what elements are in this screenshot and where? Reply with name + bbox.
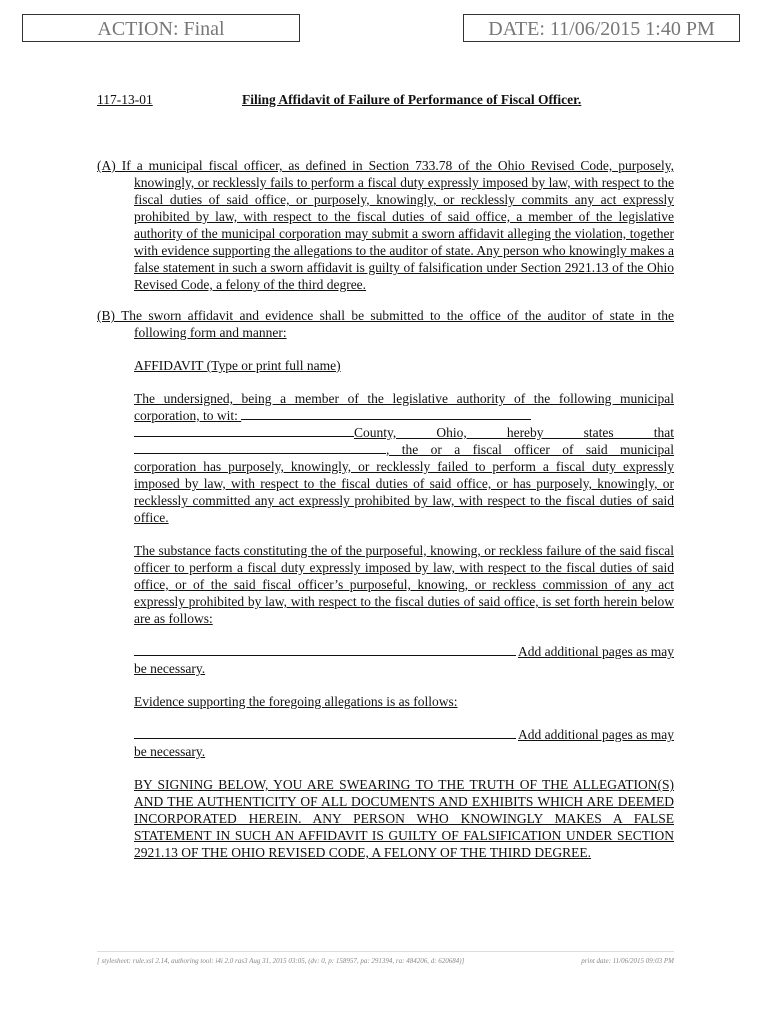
action-status-box <box>22 14 300 42</box>
page-footer <box>97 957 674 965</box>
rule-body <box>97 157 674 861</box>
affidavit-heading: AFFIDAVIT (Type or print full name) <box>134 358 341 373</box>
undersigned-statement <box>97 390 674 526</box>
sworn-warning: BY SIGNING BELOW, YOU ARE SWEARING TO THE TRUTH OF THE ALLEGATION(S) AND THE AUTHENTICITY OF ALL DOCUMENTS AND EXHIBITS WHICH ARE DEEMED INCORPORATED HEREIN. ANY PERSON WHO KNOWINGLY MAKES A FALSE STATEMENT IN SUCH AN AFFIDAVIT IS GUILTY OF FALSIFICATION UNDER SECTION 2921.13 OF THE OHIO REVISED CODE, A FELONY OF THE THIRD DEGREE. <box>134 777 674 860</box>
municipality-blank[interactable] <box>241 407 531 420</box>
facts-blank[interactable] <box>134 643 516 656</box>
paragraph-a: (A) If a municipal fiscal officer, as defined in Section 733.78 of the Ohio Revised Code, purposely, knowingly, or recklessly fails to perform a fiscal duty expressly imposed by law, with respect to the fiscal duties of said office, or purposely, knowingly, or recklessly commits any act expressly prohibited by law, with respect to the fiscal duties of said office, a member of the legislative authority of the municipal corporation may submit a sworn affidavit alleging the violation, together with evidence supporting the allegations to the auditor of state. Any person who knowingly makes a false statement in such a sworn affidavit is guilty of falsification under Section 2921.13 of the Ohio Revised Code, a felony of the third degree. <box>97 158 674 292</box>
rule-title-text: Filing Affidavit of Failure of Performance of Fiscal Officer <box>242 92 578 107</box>
county-text: County, Ohio, hereby states that <box>354 425 674 440</box>
county-blank[interactable] <box>134 424 354 437</box>
footer-print-date: print date: 11/06/2015 09:03 PM <box>581 957 674 965</box>
rule-heading <box>97 91 674 109</box>
evidence-fill-line <box>134 726 674 743</box>
substance-paragraph: The substance facts constituting the of the purposeful, knowing, or reckless failure of the said fiscal officer to perform a fiscal duty expressly imposed by law, with respect to the fiscal duties of said office, or of the said fiscal officer’s purposeful, knowing, or reckless commission of any act expressly prohibited by law, with respect to the fiscal duties of said office, is set forth herein below are as follows: <box>134 543 674 626</box>
evidence-heading: Evidence supporting the foregoing allegations is as follows: <box>134 694 458 709</box>
footer-stylesheet-info: [ stylesheet: rule.xsl 2.14, authoring tool: i4i 2.0 ras3 Aug 31, 2015 03:05, (dv: 0, p: 158957, pa: 291394, ra: 484206, d: 620684)] <box>97 957 465 965</box>
undersigned-line-1 <box>134 390 674 424</box>
facts-fill-line <box>134 643 674 660</box>
rule-number: 117-13-01 <box>97 92 153 107</box>
be-necessary-1: be necessary. <box>134 661 206 676</box>
officer-text: , the or a fiscal officer of said municipal <box>386 442 674 457</box>
additional-pages-text-2: Add additional pages as may <box>518 727 674 742</box>
evidence-blank[interactable] <box>134 726 516 739</box>
rule-title-period: . <box>577 92 582 107</box>
additional-pages-text-1: Add additional pages as may <box>518 644 674 659</box>
action-label: ACTION: Final <box>97 18 225 40</box>
date-label: DATE: 11/06/2015 1:40 PM <box>488 18 715 40</box>
date-status-box <box>463 14 740 42</box>
additional-pages-block-2 <box>97 726 674 760</box>
undersigned-start: The undersigned, being a member of the legislative authority of the following municipal corporation, to wit: <box>134 391 674 423</box>
rule-title <box>242 91 581 109</box>
officer-name-blank[interactable] <box>134 441 386 454</box>
be-necessary-2: be necessary. <box>134 744 206 759</box>
additional-pages-block-1 <box>97 643 674 677</box>
footer-divider <box>97 951 674 952</box>
paragraph-b: (B) The sworn affidavit and evidence shall be submitted to the office of the auditor of state in the following form and manner: <box>97 308 674 340</box>
officer-line <box>134 441 674 458</box>
county-line <box>134 424 674 441</box>
undersigned-rest: corporation has purposely, knowingly, or recklessly failed to perform a fiscal duty expressly imposed by law, with respect to the fiscal duties of said office, or has purposely, knowingly, or recklessly committed any act expressly prohibited by law, with respect to the fiscal duties of said office. <box>134 459 674 525</box>
